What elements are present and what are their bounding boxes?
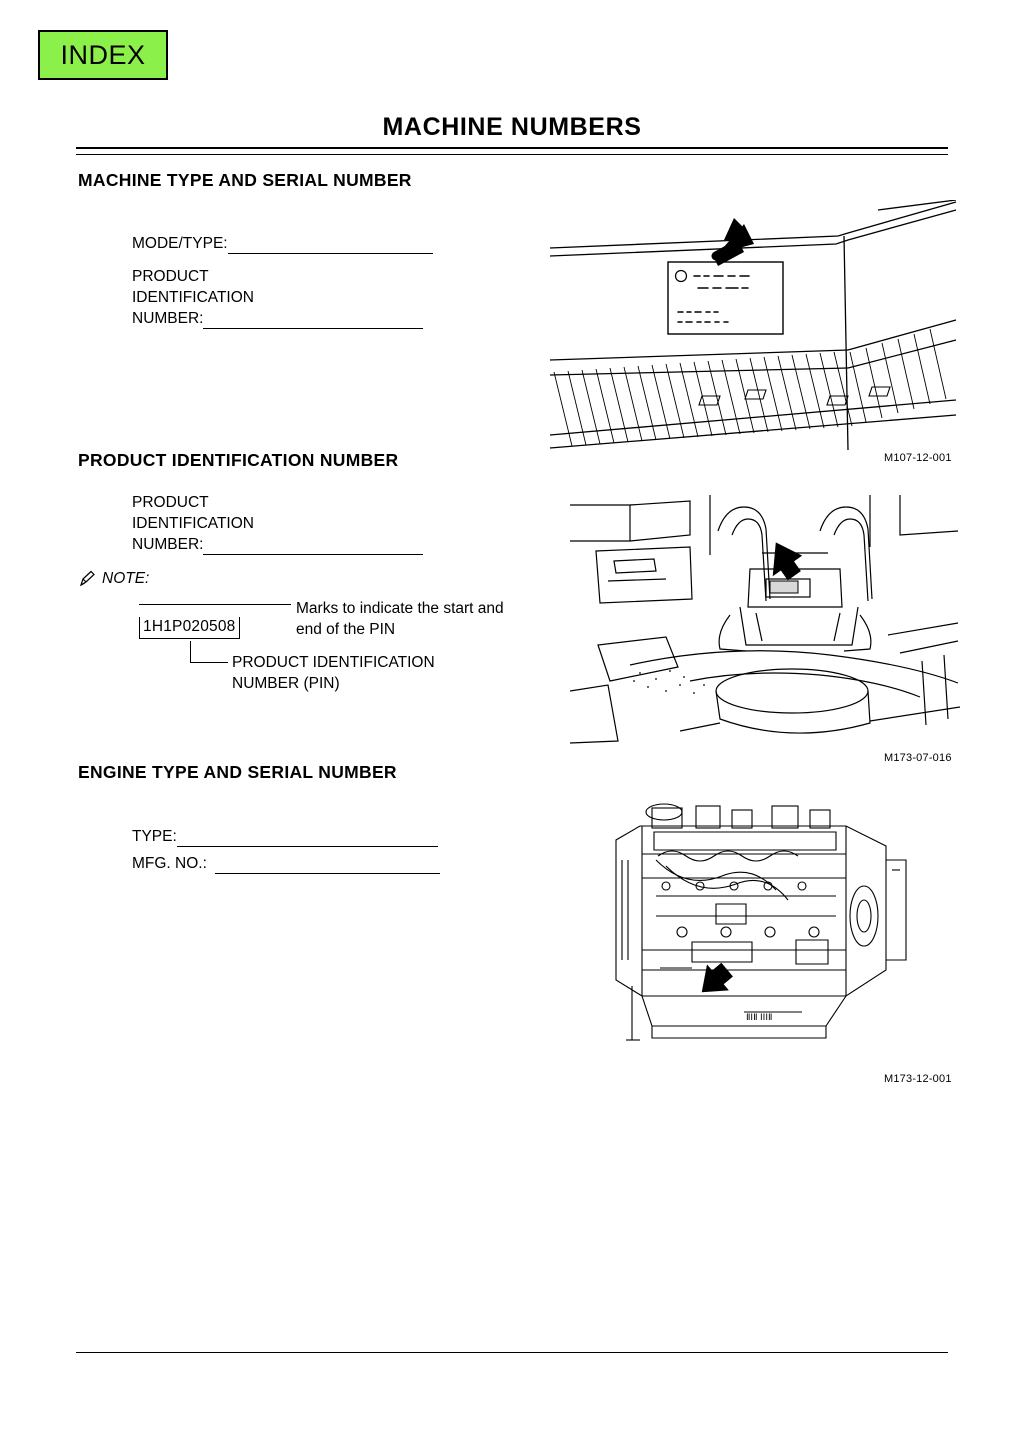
field-mode-type [132, 233, 433, 254]
field-label-number: NUMBER: [132, 310, 204, 327]
section-heading-machine-type: MACHINE TYPE AND SERIAL NUMBER [78, 170, 412, 190]
pin-top-rule [139, 604, 291, 605]
pin-callout-leader-vertical [190, 641, 191, 662]
section-heading-engine: ENGINE TYPE AND SERIAL NUMBER [78, 762, 397, 782]
machine-type-fields [132, 233, 433, 329]
field-blank-engine-type[interactable] [177, 831, 438, 847]
index-tab[interactable] [38, 30, 168, 80]
field-blank-engine-mfg-no[interactable] [215, 858, 440, 874]
section-heading-pin: PRODUCT IDENTIFICATION NUMBER [78, 450, 399, 470]
field-label-engine-type: TYPE: [132, 828, 177, 845]
pin-callout-note-line2: NUMBER (PIN) [232, 675, 340, 692]
field-label-product: PRODUCT [132, 268, 209, 285]
figure-caption-3: M173-12-001 [884, 1073, 952, 1085]
note-label: NOTE: [102, 570, 150, 587]
field-product [132, 266, 433, 287]
figure-machine-nameplate [548, 200, 958, 450]
engine-fields [132, 826, 440, 874]
field-engine-mfg-no [132, 853, 440, 874]
field-pin-identification [132, 513, 423, 534]
pin-marks-note-line1: Marks to indicate the start and [296, 600, 504, 617]
field-pin-number [132, 534, 423, 555]
footer-divider [76, 1352, 948, 1353]
field-blank-number[interactable] [203, 313, 423, 329]
pin-callout-note [232, 652, 435, 694]
field-label-identification: IDENTIFICATION [132, 289, 254, 306]
index-tab-label: INDEX [60, 39, 146, 70]
field-label-mode-type: MODE/TYPE: [132, 235, 228, 252]
field-blank-pin-number[interactable] [203, 539, 423, 555]
figure-engine [596, 800, 926, 1050]
figure-caption-1: M107-12-001 [884, 452, 952, 464]
pin-example-value: 1H1P020508 [139, 617, 240, 639]
field-identification [132, 287, 433, 308]
field-label-engine-mfg-no: MFG. NO.: [132, 855, 207, 872]
title-divider [76, 147, 948, 155]
pin-callout-leader-horizontal [190, 662, 228, 663]
field-label-pin-identification: IDENTIFICATION [132, 515, 254, 532]
pencil-icon [78, 570, 96, 588]
svg-text:ⅡⅠⅡ ⅠⅠⅠⅡ: ⅡⅠⅡ ⅠⅠⅠⅡ [746, 1012, 773, 1022]
field-pin-product [132, 492, 423, 513]
page-title: MACHINE NUMBERS [382, 113, 642, 141]
pin-marks-note-line2: end of the PIN [296, 621, 396, 638]
note-row [78, 570, 149, 588]
pin-callout-note-line1: PRODUCT IDENTIFICATION [232, 654, 435, 671]
pin-marks-note [296, 598, 504, 640]
field-label-pin-product: PRODUCT [132, 494, 209, 511]
field-label-pin-number: NUMBER: [132, 536, 204, 553]
field-engine-type [132, 826, 440, 847]
figure-caption-2: M173-07-016 [884, 752, 952, 764]
figure-pin-location [570, 495, 960, 745]
field-blank-mode-type[interactable] [228, 238, 433, 254]
field-number [132, 308, 433, 329]
pin-fields [132, 492, 423, 555]
